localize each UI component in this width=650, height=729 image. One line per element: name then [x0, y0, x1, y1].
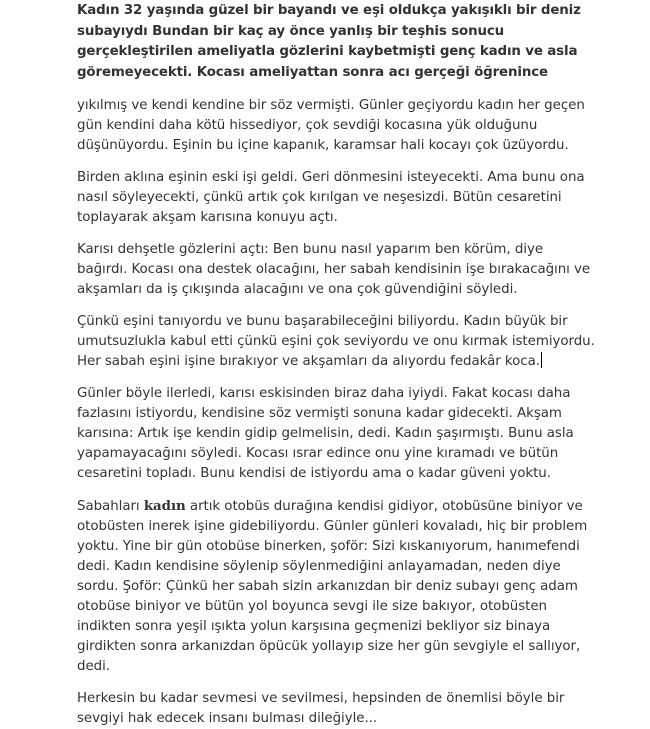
paragraph-4-text: Çünkü eşini tanıyordu ve bunu başarabileceğini biliyordu. Kadın büyük bir umutsuzlukla kabul etti çünkü eşini çok seviyordu ve onu kırmak istemiyordu. Her sabah eşini işine bırakıyor ve akşamları da alıyordu fedakâr koca. [77, 314, 595, 370]
paragraph-1: yıkılmış ve kendi kendine bir söz vermişti. Günler geçiyordu kadın her geçen gün kendini daha kötü hissediyor, çok sevdiği kocasına yük olduğunu düşünüyordu. Eşinin bu içine kapanık, karamsar hali kocayı çok üzüyordu. [77, 98, 585, 154]
paragraph-4 [77, 312, 597, 372]
text-cursor [541, 352, 542, 368]
paragraph-6-rest: artık otobüs durağına kendisi gidiyor, otobüsüne biniyor ve otobüsten inerek işine gidebiliyordu. Günler günleri kovaladı, hiç bir problem yoktu. Yine bir gün otobüse binerken, şoför: Sizi kıskanıyorum, hanımefendi dedi. Kadın kendisine söylenip söylenmediğini anlayamadan, neden diye sordu. Şoför: Çünkü her sabah sizin arkanızdan bir deniz subayı genç adam otobüse biniyor ve bütün yol boyunca sevgi ile size bakıyor, otobüsten indikten sonra yeşil ışıkta yolun karşısına geçmenizi bekliyor siz binaya girdikten sonra arkanızdan öpücük yollayıp size her gün sevgiyle el sallıyor, dedi. [77, 499, 588, 675]
paragraph-6 [77, 496, 597, 677]
article-body [77, 0, 597, 729]
paragraph-7: Herkesin bu kadar sevmesi ve sevilmesi, hepsinden de önemlisi böyle bir sevgiyi hak edecek insanı bulması dileğiyle... [77, 691, 565, 727]
paragraph-2: Birden aklına eşinin eski işi geldi. Geri dönmesini isteyecekti. Ama bunu ona nasıl söyleyecekti, çünkü artık çok kırılgan ve neşesizdi. Bütün cesaretini toplayarak akşam karısına konuyu açtı. [77, 170, 585, 226]
article-intro: Kadın 32 yaşında güzel bir bayandı ve eşi oldukça yakışıklı bir deniz subayıydı Bundan bir kaç ay önce yanlış bir teşhis sonucu gerçekleştirilen ameliyatla gözlerini kaybetmişti genç kadın ve asla göremeyecekti. Kocası ameliyattan sonra acı gerçeği öğrenince [77, 3, 581, 80]
paragraph-6-start: Sabahları [77, 499, 144, 515]
paragraph-6-bold-word: kadın [143, 498, 186, 515]
paragraph-3: Karısı dehşetle gözlerini açtı: Ben bunu nasıl yaparım ben körüm, diye bağırdı. Kocası ona destek olacağını, her sabah kendisinin işe bırakacağını ve akşamları da iş çıkışında alacağını ve ona çok güvendiğini söyledi. [77, 242, 591, 298]
paragraph-5: Günler böyle ilerledi, karısı eskisinden biraz daha iyiydi. Fakat kocası daha fazlasını istiyordu, kendisine söz vermişti sonuna kadar gidecekti. Akşam karısına: Artık işe kendin gidip gelmelisin, dedi. Kadın şaşırmıştı. Bunu asla yapamayacağını söyledi. Kocası ısrar edince onu yine kıramadı ve bütün cesaretini topladı. Bunu kendisi de istiyordu ama o kadar güveni yoktu. [77, 386, 574, 482]
